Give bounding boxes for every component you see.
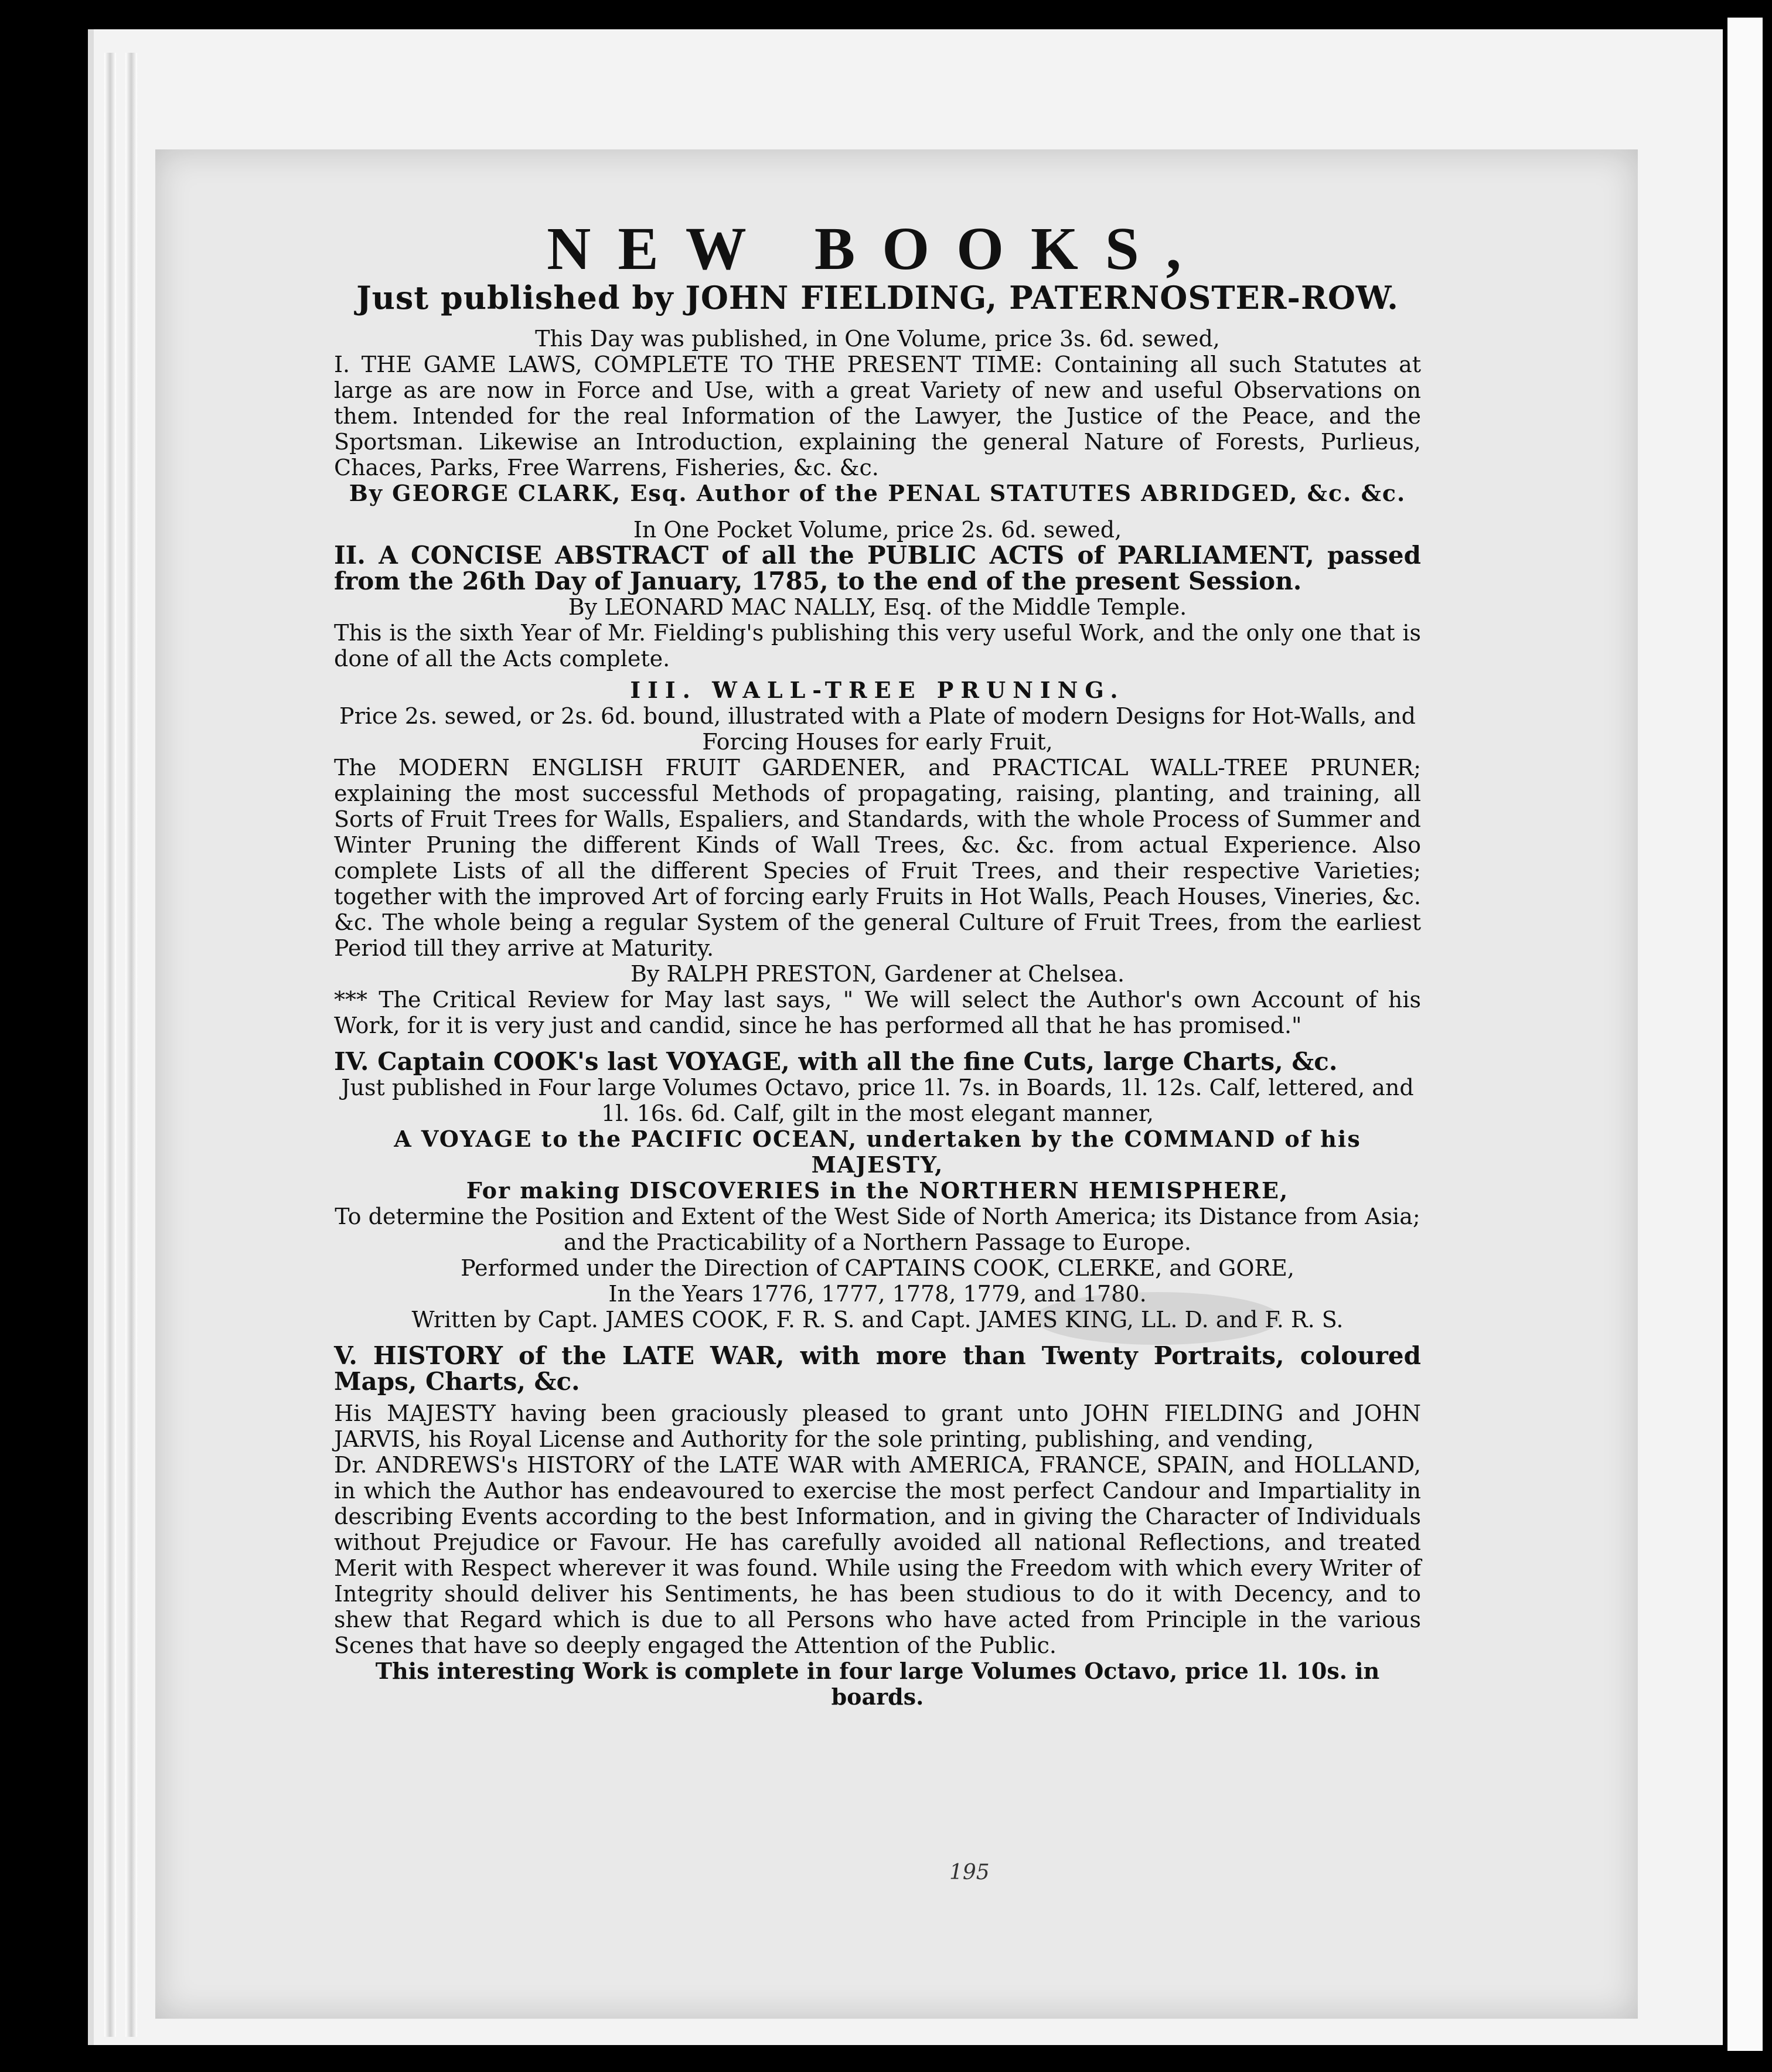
- item-iii-heading: III. WALL-TREE PRUNING.: [630, 677, 1125, 703]
- item-ii-author: By LEONARD MAC NALLY, Esq. of the Middle Temple.: [568, 594, 1187, 620]
- item-ii-body: II. A CONCISE ABSTRACT of all the PUBLIC ACTS of PARLIAMENT, passed from the 26th Day of January, 1785, to the end of the present Session.: [334, 541, 1421, 595]
- item-ii-note: This is the sixth Year of Mr. Fielding's publishing this very useful Work, and the only one that is done of all the Acts complete.: [334, 620, 1421, 672]
- item-iii-author: By RALPH PRESTON, Gardener at Chelsea.: [630, 961, 1125, 987]
- item-iv-title-line-3: To determine the Position and Extent of the West Side of North America; its Distance from Asia; and the Practicability of a Northern Passage to Europe.: [335, 1204, 1420, 1255]
- item-v-heading: V. HISTORY of the LATE WAR, with more than Twenty Portraits, coloured Maps, Charts, &c.: [334, 1341, 1421, 1396]
- item-i-author: By GEORGE CLARK, Esq. Author of the PENAL STATUTES ABRIDGED, &c. &c.: [349, 480, 1406, 506]
- page-edge: [125, 53, 137, 2037]
- item-v-body: Dr. ANDREWS's HISTORY of the LATE WAR with AMERICA, FRANCE, SPAIN, and HOLLAND, in which the Author has endeavoured to exercise the most perfect Candour and Impartiality in describing Events according to the best Information, and in giving the Character of Individuals without Prejudice or Favour. He has carefully avoided all national Reflections, and treated Merit with Respect wherever it was found. While using the Freedom with which every Writer of Integrity should deliver his Sentiments, he has been studious to do it with Decency, and to shew that Regard which is due to all Persons who have acted from Principle in the various Scenes that have so deeply engaged the Attention of the Public.: [334, 1452, 1421, 1658]
- advertisement-text: [334, 217, 1421, 1710]
- item-v-license: His MAJESTY having been graciously pleased to grant unto JOHN FIELDING and JOHN JARVIS, his Royal License and Authority for the sole printing, publishing, and vending,: [334, 1400, 1421, 1452]
- page-subtitle: Just published by JOHN FIELDING, PATERNOSTER-ROW.: [356, 279, 1399, 316]
- item-v-closing: This interesting Work is complete in four large Volumes Octavo, price 1l. 10s. in boards.: [375, 1658, 1380, 1710]
- item-iv-author: Written by Capt. JAMES COOK, F. R. S. and Capt. JAMES KING, LL. D. and F. R. S.: [411, 1307, 1344, 1333]
- page-edge: [104, 53, 116, 2037]
- item-iii-review: *** The Critical Review for May last says, " We will select the Author's own Account of his Work, for it is very just and candid, since he has performed all that he has promised.": [334, 987, 1421, 1038]
- item-ii-price: In One Pocket Volume, price 2s. 6d. sewed,: [633, 517, 1122, 543]
- item-iii-body: The MODERN ENGLISH FRUIT GARDENER, and PRACTICAL WALL-TREE PRUNER; explaining the most successful Methods of propagating, raising, planting, and training, all Sorts of Fruit Trees for Walls, Espaliers, and Standards, with the whole Process of Summer and Winter Pruning the different Kinds of Wall Trees, &c. &c. from actual Experience. Also complete Lists of all the different Species of Fruit Trees, and their respective Varieties; together with the improved Art of forcing early Fruits in Hot Walls, Peach Houses, Vineries, &c. &c. The whole being a regular System of the general Culture of Fruit Trees, from the earliest Period till they arrive at Maturity.: [334, 755, 1421, 961]
- item-iv-price: Just published in Four large Volumes Octavo, price 1l. 7s. in Boards, 1l. 12s. Calf, lettered, and 1l. 16s. 6d. Calf, gilt in the most elegant manner,: [341, 1075, 1414, 1126]
- item-iv-title-line-5: In the Years 1776, 1777, 1778, 1779, and 1780.: [608, 1281, 1147, 1307]
- item-iv-title-line-1: A VOYAGE to the PACIFIC OCEAN, undertaken by the COMMAND of his MAJESTY,: [394, 1126, 1361, 1178]
- handwritten-page-number: 195: [949, 1860, 990, 1884]
- adjacent-page-edge: [1727, 18, 1763, 2051]
- item-iii-price: Price 2s. sewed, or 2s. 6d. bound, illustrated with a Plate of modern Designs for Hot-Walls, and Forcing Houses for early Fruit,: [339, 703, 1416, 755]
- item-i-price: This Day was published, in One Volume, price 3s. 6d. sewed,: [535, 326, 1220, 352]
- item-iv-heading: IV. Captain COOK's last VOYAGE, with all the fine Cuts, large Charts, &c.: [334, 1047, 1338, 1076]
- item-iv-title-line-2: For making DISCOVERIES in the NORTHERN HEMISPHERE,: [466, 1177, 1289, 1204]
- page-title: NEW BOOKS,: [547, 215, 1208, 282]
- item-iv-title-line-4: Performed under the Direction of CAPTAINS COOK, CLERKE, and GORE,: [461, 1255, 1294, 1281]
- item-i-body: I. THE GAME LAWS, COMPLETE TO THE PRESENT TIME: Containing all such Statutes at large as are now in Force and Use, with a great Variety of new and useful Observations on them. Intended for the real Information of the Lawyer, the Justice of the Peace, and the Sportsman. Likewise an Introduction, explaining the general Nature of Forests, Purlieus, Chaces, Parks, Free Warrens, Fisheries, &c. &c.: [334, 352, 1421, 480]
